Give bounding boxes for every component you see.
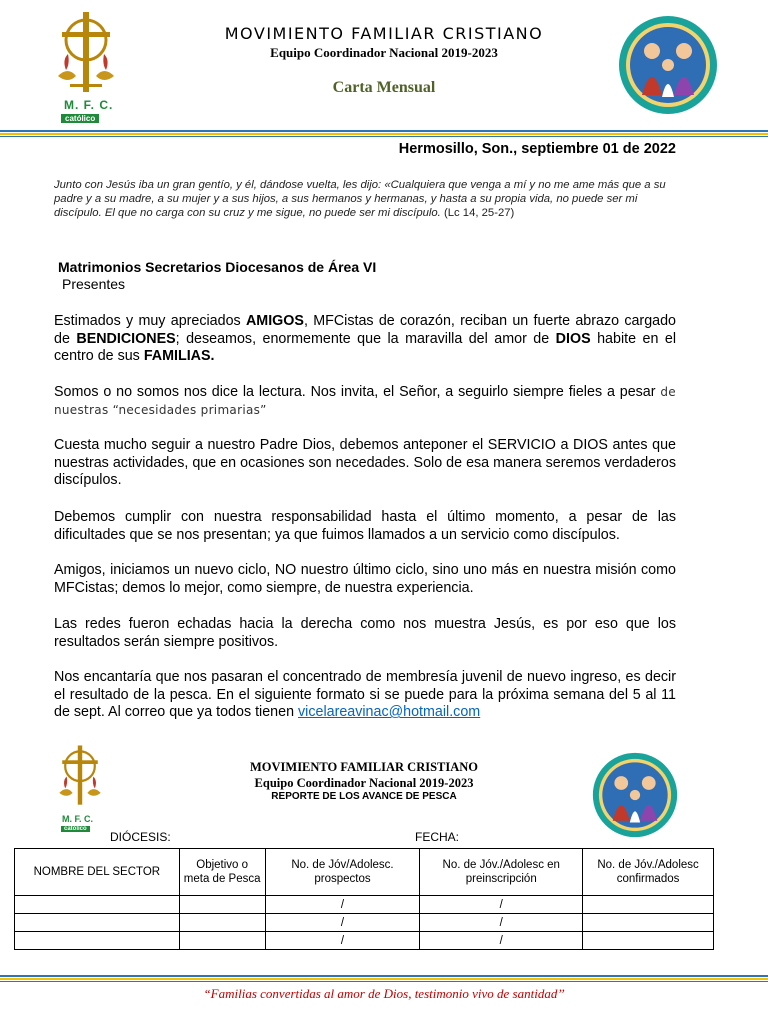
report-org-name: MOVIMIENTO FAMILIAR CRISTIANO bbox=[249, 760, 479, 774]
table-cell[interactable]: / bbox=[420, 932, 583, 950]
table-cell[interactable] bbox=[583, 914, 714, 932]
table-cell[interactable] bbox=[179, 896, 265, 914]
fecha-label: FECHA: bbox=[415, 830, 460, 844]
column-header: No. de Jóv/Adolesc. prospectos bbox=[265, 849, 420, 896]
paragraph-2: Somos o no somos nos dice la lectura. Nos invita, el Señor, a seguirlo siempre fieles a pesar de nuestras “necesidades primarias” bbox=[54, 384, 676, 417]
table-cell[interactable] bbox=[15, 896, 180, 914]
footer-rule-gold bbox=[0, 978, 768, 980]
table-cell[interactable] bbox=[179, 914, 265, 932]
table-cell[interactable]: / bbox=[420, 896, 583, 914]
table-cell[interactable]: / bbox=[265, 896, 420, 914]
letter-date: Hermosillo, Son., septiembre 01 de 2022 bbox=[398, 141, 676, 157]
table-row bbox=[15, 914, 714, 932]
report-logo-catolico: católico bbox=[61, 826, 90, 832]
paragraph-6: Las redes fueron echadas hacia la derecha como nos muestra Jesús, es por eso que los resultados serán siempre positivos. bbox=[54, 616, 676, 650]
table-cell[interactable] bbox=[583, 932, 714, 950]
report-subtitle: Equipo Coordinador Nacional 2019-2023 bbox=[254, 776, 474, 790]
header-rule-gold bbox=[0, 133, 768, 135]
column-header: NOMBRE DEL SECTOR bbox=[15, 849, 180, 896]
bible-quote bbox=[54, 178, 680, 220]
diocesis-label: DIÓCESIS: bbox=[110, 830, 171, 844]
paragraph-5: Amigos, iniciamos un nuevo ciclo, NO nuestro último ciclo, sino uno más en nuestra misión como MFCistas; demos lo mejor, como siempre, de nuestra experiencia. bbox=[54, 562, 676, 596]
footer-motto: “Familias convertidas al amor de Dios, testimonio vivo de santidad’’ bbox=[203, 986, 565, 1001]
header-rule-blue bbox=[0, 130, 768, 132]
document-type: Carta Mensual bbox=[332, 79, 436, 96]
email-link[interactable]: vicelareavinac@hotmail.com bbox=[298, 704, 481, 720]
table-row bbox=[15, 932, 714, 950]
table-row bbox=[15, 896, 714, 914]
org-name: MOVIMIENTO FAMILIAR CRISTIANO bbox=[224, 24, 544, 43]
table-cell[interactable] bbox=[179, 932, 265, 950]
paragraph-7: Nos encantaría que nos pasaran el concentrado de membresía juvenil de nuevo ingreso, es decir el resultado de la pesca. En el siguiente formato si se puede para la próxima semana del 5 al 11 de sept. Al correo que ya todos tienen vicelareavinac@hotmail.com bbox=[54, 669, 676, 720]
table-cell[interactable]: / bbox=[265, 932, 420, 950]
table-cell[interactable] bbox=[15, 914, 180, 932]
logo-catolico: católico bbox=[60, 113, 100, 124]
footer-rule-blue bbox=[0, 975, 768, 977]
column-header: Objetivo o meta de Pesca bbox=[179, 849, 265, 896]
quote-text: Junto con Jesús iba un gran gentío, y él, dándose vuelta, les dijo: «Cualquiera que venga a mí y no me ame más que a su padre y a su madre, a su mujer y a sus hijos, a sus hermanos y hermanas, y hasta a su propia vida, no puede ser mi discípulo. El que no carga con su cruz y me sigue, no puede ser mi discípulo. bbox=[54, 179, 666, 219]
logo-initials: M. F. C. bbox=[64, 98, 114, 112]
table-cell[interactable] bbox=[15, 932, 180, 950]
column-header: No. de Jóv./Adolesc en preinscripción bbox=[420, 849, 583, 896]
paragraph-3: Cuesta mucho seguir a nuestro Padre Dios, debemos anteponer el SERVICIO a DIOS antes que nuestras actividades, que en ocasiones son necedades. Solo de esa manera seremos verdaderos discípulos. bbox=[54, 437, 676, 488]
report-title: REPORTE DE LOS AVANCE DE PESCA bbox=[271, 791, 457, 802]
table-cell[interactable]: / bbox=[265, 914, 420, 932]
table-cell[interactable] bbox=[583, 896, 714, 914]
presentes: Presentes bbox=[62, 276, 126, 292]
org-subtitle: Equipo Coordinador Nacional 2019-2023 bbox=[270, 45, 498, 60]
quote-reference: (Lc 14, 25-27) bbox=[440, 207, 515, 219]
report-table bbox=[14, 848, 714, 950]
header-rule-blue-2 bbox=[0, 136, 768, 137]
paragraph-1: Estimados y muy apreciados AMIGOS, MFCistas de corazón, reciban un fuerte abrazo cargado de BENDICIONES; deseamos, enormemente que la maravilla del amor de DIOS habite en el centro de sus FAMILIAS. bbox=[54, 313, 677, 364]
column-header: No. de Jóv./Adolesc confirmados bbox=[583, 849, 714, 896]
report-logo-initials: M. F. C. bbox=[62, 814, 93, 824]
table-header-row bbox=[15, 849, 714, 896]
table-cell[interactable]: / bbox=[420, 914, 583, 932]
paragraph-4: Debemos cumplir con nuestra responsabilidad hasta el último momento, a pesar de las dificultades que se nos presentan; ya que fuimos llamados a un servicio como discípulos. bbox=[54, 509, 676, 543]
recipient: Matrimonios Secretarios Diocesanos de Área VI bbox=[58, 259, 377, 275]
footer-rule-blue-2 bbox=[0, 981, 768, 982]
